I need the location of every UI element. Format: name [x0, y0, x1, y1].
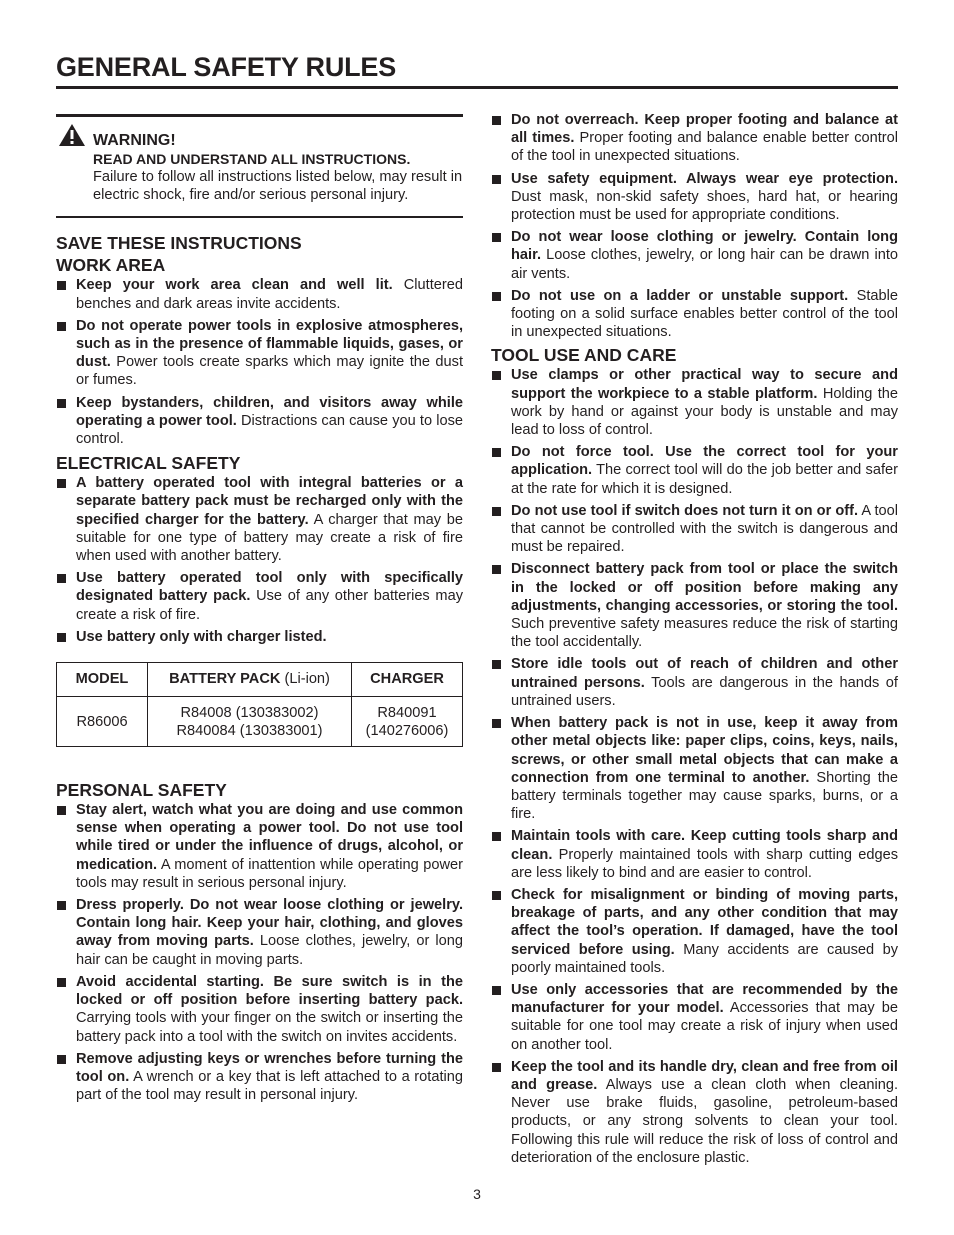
item-text: Cluttered benches and dark areas invite accidents. [76, 277, 463, 312]
work-area-list [56, 276, 463, 448]
square-bullet-icon [492, 565, 501, 574]
item-bold-text: Keep your work area clean and well lit. [76, 277, 393, 294]
item-bold-text: Keep the tool and its handle dry, clean and free from oil and grease. [511, 1058, 898, 1093]
tool-use-heading: TOOL USE AND CARE [491, 345, 677, 366]
list-item [56, 317, 463, 390]
item-text: Always use a clean cloth when cleaning. Never use brake fluids, gasoline, petroleum-based products, or any strong solvents to clean your tool. Following this rule will reduce the risk of loss of control and deterioration of the enclosure plastic. [511, 1076, 898, 1166]
square-bullet-icon [57, 574, 66, 583]
square-bullet-icon [57, 1055, 66, 1064]
square-bullet-icon [492, 832, 501, 841]
item-text: Loose clothes, jewelry, or long hair can be caught in moving parts. [76, 933, 463, 968]
list-item [56, 896, 463, 969]
square-bullet-icon [492, 292, 501, 301]
square-bullet-icon [57, 399, 66, 408]
square-bullet-icon [57, 806, 66, 815]
charger-header: CHARGER [352, 663, 463, 697]
item-text: Holding the work by hand or against your body is unstable and may lead to loss of control. [511, 385, 898, 439]
warning-text: Failure to follow all instructions listed below, may result in electric shock, fire and/or serious personal injury. [93, 169, 463, 204]
charger-cell: R840091 (140276006) [352, 697, 463, 747]
list-item [491, 502, 898, 557]
item-text: Power tools create sparks which may ignite the dust or fumes. [76, 354, 463, 389]
square-bullet-icon [492, 116, 501, 125]
square-bullet-icon [57, 633, 66, 642]
square-bullet-icon [492, 986, 501, 995]
square-bullet-icon [57, 479, 66, 488]
item-bold-text: Use battery operated tool only with specifically designated battery pack. [76, 570, 463, 605]
tool-use-list [491, 366, 898, 1167]
item-bold-text: Do not use tool if switch does not turn it on or off. [511, 502, 859, 519]
list-item [491, 886, 898, 977]
page-title: GENERAL SAFETY RULES [56, 52, 397, 82]
list-item [491, 170, 898, 225]
save-instructions-heading: SAVE THESE INSTRUCTIONS [56, 233, 302, 254]
item-text: Distractions can cause you to lose control. [76, 412, 463, 448]
warning-box [56, 114, 463, 218]
list-item [491, 827, 898, 882]
item-bold-text: A battery operated tool with integral batteries or a separate battery pack must be recharged only with the specified charger for the battery. [76, 475, 463, 528]
list-item [491, 287, 898, 342]
warning-subtitle: READ AND UNDERSTAND ALL INSTRUCTIONS. [93, 151, 411, 167]
square-bullet-icon [492, 233, 501, 242]
item-bold-text: Use clamps or other practical way to secure and support the workpiece to a stable platform. [511, 367, 898, 402]
item-bold-text: Disconnect battery pack from tool or place the switch in the locked or off position before making any adjustments, changing accessories, or storing the tool. [511, 561, 898, 614]
list-item [56, 394, 463, 449]
item-bold-text: When battery pack is not in use, keep it away from other metal objects like: paper clips, coins, keys, nails, screws, or other small metal objects that can make a connection from one terminal to another. [511, 715, 898, 786]
list-item [491, 655, 898, 710]
item-text: The correct tool will do the job better and safer at the rate for which it is designed. [511, 462, 898, 497]
list-item [56, 628, 463, 646]
square-bullet-icon [492, 448, 501, 457]
item-text: Dust mask, non-skid safety shoes, hard hat, or hearing protection must be used for appropriate conditions. [511, 188, 898, 224]
item-bold-text: Do not wear loose clothing or jewelry. Contain long hair. [511, 229, 898, 264]
item-bold-text: Use safety equipment. Always wear eye protection. [511, 170, 898, 187]
item-bold-text: Do not force tool. Use the correct tool for your application. [511, 444, 898, 479]
item-bold-text: Use only accessories that are recommended by the manufacturer for your model. [511, 981, 898, 1017]
item-bold-text: Remove adjusting keys or wrenches before turning the tool on. [76, 1050, 463, 1085]
item-text: A moment of inattention while operating power tools may result in serious personal injury. [76, 856, 463, 891]
title-rule [56, 86, 898, 89]
personal-safety-heading: PERSONAL SAFETY [56, 780, 227, 801]
square-bullet-icon [57, 281, 66, 290]
item-text: Carrying tools with your finger on the switch or inserting the battery pack into a tool with the switch on invites accidents. [76, 1010, 463, 1045]
list-item [491, 560, 898, 651]
list-item [491, 981, 898, 1054]
electrical-safety-list [56, 474, 463, 646]
list-item [56, 1050, 463, 1105]
square-bullet-icon [492, 507, 501, 516]
item-text: Use of any other batteries may create a risk of fire. [76, 588, 463, 623]
model-header: MODEL [57, 663, 148, 697]
item-text: Properly maintained tools with sharp cutting edges are less likely to bind and are easier to control. [511, 846, 898, 881]
item-bold-text: Check for misalignment or binding of moving parts, breakage of parts, and any other condition that may affect the tool’s operation. If damaged, have the tool serviced before using. [511, 886, 898, 958]
square-bullet-icon [492, 1063, 501, 1072]
personal-safety-list [56, 801, 463, 1104]
battery-pack-header: BATTERY PACK (Li-ion) [148, 663, 352, 697]
list-item [56, 801, 463, 892]
item-text: A wrench or a key that is left attached to a rotating part of the tool may result in personal injury. [76, 1068, 463, 1104]
list-item [491, 111, 898, 166]
table-row [57, 697, 463, 747]
item-text: A charger that may be suitable for one type of battery may create a risk of fire when used with another battery. [76, 511, 463, 565]
item-text: Stable footing on a solid surface enables better control of the tool in unexpected situations. [511, 287, 899, 341]
battery-pack-cell: R84008 (130383002) R840084 (130383001) [148, 697, 352, 747]
list-item [491, 228, 898, 283]
electrical-safety-heading: ELECTRICAL SAFETY [56, 453, 241, 474]
item-text: Tools are dangerous in the hands of untrained users. [511, 674, 898, 709]
right-column [491, 111, 898, 1171]
item-text: Shorting the battery terminals together may cause sparks, burns, or a fire. [511, 769, 898, 823]
item-bold-text: Do not operate power tools in explosive atmospheres, such as in the presence of flammable liquids, gases, or dust. [76, 317, 463, 371]
square-bullet-icon [57, 322, 66, 331]
list-item [491, 1058, 898, 1167]
left-column [56, 114, 463, 1108]
table-header-row [57, 663, 463, 697]
item-text: Such preventive safety measures reduce the risk of starting the tool accidentally. [511, 616, 898, 651]
square-bullet-icon [492, 371, 501, 380]
square-bullet-icon [57, 901, 66, 910]
warning-title: WARNING! [93, 132, 176, 149]
list-item [56, 569, 463, 624]
list-item [491, 443, 898, 498]
item-bold-text: Avoid accidental starting. Be sure switch is in the locked or off position before inserting battery pack. [76, 973, 463, 1009]
list-item [56, 276, 463, 312]
square-bullet-icon [57, 978, 66, 987]
item-bold-text: Use battery only with charger listed. [76, 628, 327, 645]
item-text: Many accidents are caused by poorly maintained tools. [511, 941, 898, 976]
list-item [56, 474, 463, 565]
item-bold-text: Maintain tools with care. Keep cutting tools sharp and clean. [511, 828, 898, 863]
item-bold-text: Store idle tools out of reach of children and other untrained persons. [511, 656, 898, 691]
item-text: Proper footing and balance enable better control of the tool in unexpected situations. [511, 130, 898, 165]
square-bullet-icon [492, 891, 501, 900]
item-bold-text: Dress properly. Do not wear loose clothing or jewelry. Contain long hair. Keep your hair, clothing, and gloves away from moving parts. [76, 897, 463, 950]
list-item [491, 366, 898, 439]
work-area-heading: WORK AREA [56, 255, 166, 276]
item-bold-text: Keep bystanders, children, and visitors away while operating a power tool. [76, 394, 463, 429]
square-bullet-icon [492, 175, 501, 184]
item-bold-text: Stay alert, watch what you are doing and use common sense when operating a power tool. Do not use tool while tired or under the influence of drugs, alcohol, or medication. [76, 802, 463, 873]
list-item [56, 973, 463, 1046]
page-number: 3 [473, 1186, 481, 1202]
personal-safety-continued-list [491, 111, 898, 341]
warning-triangle-icon [58, 123, 86, 147]
item-bold-text: Do not use on a ladder or unstable support. [511, 287, 849, 304]
model-cell: R86006 [57, 697, 148, 747]
list-item [491, 714, 898, 823]
item-text: Accessories that may be suitable for one tool may create a risk of injury when used on another tool. [511, 1000, 898, 1053]
battery-charger-table [56, 662, 463, 747]
item-text: Loose clothes, jewelry, or long hair can be drawn into air vents. [511, 247, 898, 282]
square-bullet-icon [492, 719, 501, 728]
item-bold-text: Do not overreach. Keep proper footing and balance at all times. [511, 112, 898, 147]
item-text: A tool that cannot be controlled with the switch is dangerous and must be repaired. [511, 502, 898, 556]
square-bullet-icon [492, 660, 501, 669]
